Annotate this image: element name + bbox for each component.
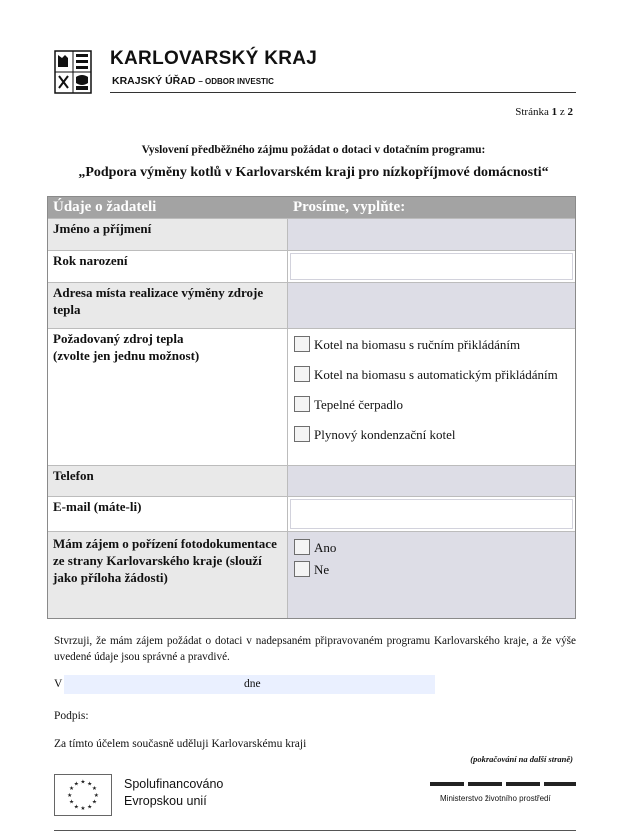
heat-source-label-line2: (zvolte jen jednu možnost) <box>53 348 200 363</box>
birth-label: Rok narození <box>48 251 288 282</box>
continued-note: (pokračování na další straně) <box>470 754 573 764</box>
option-auto-biomass[interactable] <box>288 366 575 383</box>
eu-line2: Evropskou unií <box>124 794 207 808</box>
ministry-logo <box>430 782 576 812</box>
department-name: – ODBOR INVESTIC <box>198 77 274 86</box>
intro-text: Vyslovení předběžného zájmu požádat o dotaci v dotačním programu: <box>141 144 486 156</box>
option-label: Kotel na biomasu s automatickým přikládáním <box>314 367 558 382</box>
row-birth <box>48 250 575 282</box>
svg-text:★: ★ <box>91 799 97 806</box>
eu-flag-icon <box>54 774 112 816</box>
option-gas-boiler[interactable] <box>288 426 575 443</box>
phone-field[interactable] <box>288 466 575 496</box>
org-title: KARLOVARSKÝ KRAJ <box>110 48 318 69</box>
row-address <box>48 282 575 328</box>
option-manual-biomass[interactable] <box>288 336 575 353</box>
heat-source-label-line1: Požadovaný zdroj tepla <box>53 331 184 346</box>
option-label: Kotel na biomasu s ručním přikládáním <box>314 337 521 352</box>
col-left-header: Údaje o žadateli <box>53 199 157 215</box>
svg-text:★: ★ <box>80 806 86 813</box>
option-label: Ne <box>314 562 330 577</box>
applicant-form <box>47 196 576 619</box>
checkbox-manual-biomass[interactable] <box>294 336 310 352</box>
org-subtitle <box>112 75 274 87</box>
row-email <box>48 496 575 531</box>
place-label: V <box>54 678 63 690</box>
program-title: „Podpora výměny kotlů v Karlovarském kraji pro nízkopříjmové domácnosti“ <box>78 165 549 180</box>
svg-text:★: ★ <box>69 786 75 793</box>
svg-text:★: ★ <box>69 799 75 806</box>
option-heat-pump[interactable] <box>288 396 575 413</box>
col-right-header: Prosíme, vyplňte: <box>293 199 406 215</box>
office-name: KRAJSKÝ ÚŘAD <box>112 75 196 87</box>
svg-text:★: ★ <box>67 792 73 799</box>
option-yes[interactable] <box>288 539 575 556</box>
svg-text:★: ★ <box>93 792 99 799</box>
checkbox-gas-boiler[interactable] <box>294 426 310 442</box>
ministry-bar <box>468 782 502 786</box>
coat-of-arms-icon <box>54 50 92 94</box>
heat-source-label <box>48 329 288 465</box>
email-label: E-mail (máte-li) <box>48 497 288 531</box>
eu-cofinanced-logo <box>54 774 264 816</box>
email-field[interactable] <box>290 499 573 529</box>
ministry-bar <box>544 782 576 786</box>
declaration-text: Stvrzuji, že mám zájem požádat o dotaci v nadepsaném připravovaném programu Karlovarského kraje, a že výše uvedené údaje jsou správné a pravdivé. <box>54 635 576 663</box>
address-field[interactable] <box>288 283 575 328</box>
photo-options <box>288 532 575 618</box>
form-header <box>48 197 575 218</box>
signature-label: Podpis: <box>54 710 89 722</box>
place-date-row <box>54 675 454 695</box>
svg-text:★: ★ <box>80 779 86 786</box>
phone-label: Telefon <box>48 466 288 496</box>
bottom-divider <box>54 830 576 831</box>
date-field[interactable] <box>267 675 435 694</box>
birth-year-field[interactable] <box>290 253 573 280</box>
option-label: Plynový kondenzační kotel <box>314 427 456 442</box>
row-photo <box>48 531 575 618</box>
svg-text:★: ★ <box>87 804 93 811</box>
option-label: Ano <box>314 540 337 555</box>
header-divider <box>110 92 576 93</box>
granting-text: Za tímto účelem současně uděluji Karlovarskému kraji <box>54 738 307 750</box>
name-label: Jméno a příjmení <box>48 219 288 250</box>
page-sep: z <box>559 106 565 118</box>
page-number <box>515 106 573 118</box>
page-total: 2 <box>567 106 573 118</box>
svg-text:★: ★ <box>73 804 79 811</box>
checkbox-yes[interactable] <box>294 539 310 555</box>
option-label: Tepelné čerpadlo <box>314 397 403 412</box>
photo-label: Mám zájem o pořízení fotodokumentace ze strany Karlovarského kraje (slouží jako příloha žádosti) <box>48 532 288 618</box>
svg-text:★: ★ <box>73 781 79 788</box>
letterhead <box>54 48 576 94</box>
checkbox-heat-pump[interactable] <box>294 396 310 412</box>
eu-line1: Spolufinancováno <box>124 777 224 791</box>
svg-text:★: ★ <box>91 786 97 793</box>
row-name <box>48 218 575 250</box>
address-label: Adresa místa realizace výměny zdroje tepla <box>48 283 288 328</box>
checkbox-no[interactable] <box>294 561 310 577</box>
page-current: 1 <box>551 106 558 118</box>
ministry-name: Ministerstvo životního prostředí <box>440 794 551 803</box>
date-label: dne <box>244 678 261 690</box>
row-heat-source <box>48 328 575 465</box>
option-no[interactable] <box>288 561 575 578</box>
ministry-bar <box>430 782 464 786</box>
checkbox-auto-biomass[interactable] <box>294 366 310 382</box>
heat-source-options <box>288 329 575 465</box>
name-field[interactable] <box>288 219 575 250</box>
eu-text <box>124 776 223 810</box>
page-prefix: Stránka <box>515 106 549 118</box>
row-phone <box>48 465 575 496</box>
ministry-bar <box>506 782 540 786</box>
svg-text:★: ★ <box>87 781 93 788</box>
